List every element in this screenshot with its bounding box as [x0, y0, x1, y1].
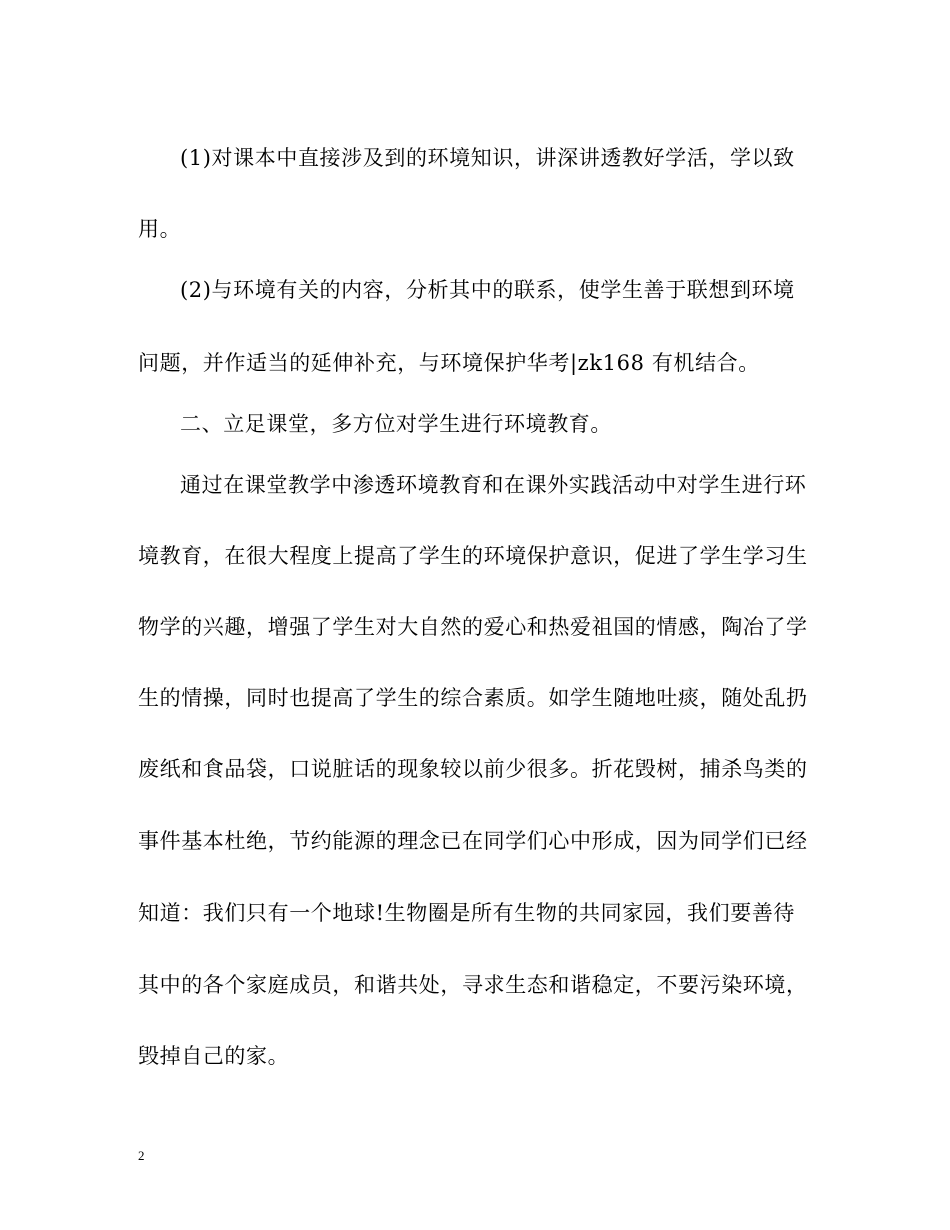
- paragraph-line: 其中的各个家庭成员，和谐共处，寻求生态和谐稳定，不要污染环境，: [138, 973, 808, 997]
- page-number: 2: [138, 1148, 145, 1163]
- paragraph-line: 用。: [138, 217, 182, 241]
- section-heading: 二、立足课堂，多方位对学生进行环境教育。: [180, 412, 612, 436]
- paragraph-line: 毁掉自己的家。: [138, 1044, 290, 1068]
- paragraph-line: 事件基本杜绝，节约能源的理念已在同学们心中形成，因为同学们已经: [138, 829, 808, 853]
- paragraph-line: (2)与环境有关的内容，分析其中的联系，使学生善于联想到环境: [180, 278, 795, 302]
- paragraph-line: 生的情操，同时也提高了学生的综合素质。如学生随地吐痰，随处乱扔: [138, 686, 808, 710]
- paragraph-line: 物学的兴趣，增强了学生对大自然的爱心和热爱祖国的情感，陶冶了学: [138, 615, 808, 639]
- paragraph-line: 通过在课堂教学中渗透环境教育和在课外实践活动中对学生进行环: [180, 473, 807, 497]
- paragraph-line: 境教育，在很大程度上提高了学生的环境保护意识，促进了学生学习生: [138, 544, 808, 568]
- paragraph-line: 知道：我们只有一个地球!生物圈是所有生物的共同家园，我们要善待: [138, 901, 796, 925]
- paragraph-line: 废纸和食品袋，口说脏话的现象较以前少很多。折花毁树，捕杀鸟类的: [138, 757, 808, 781]
- paragraph-line: (1)对课本中直接涉及到的环境知识，讲深讲透教好学活，学以致: [180, 146, 795, 170]
- paragraph-line: 问题，并作适当的延伸补充，与环境保护华考|zk168 有机结合。: [138, 351, 760, 375]
